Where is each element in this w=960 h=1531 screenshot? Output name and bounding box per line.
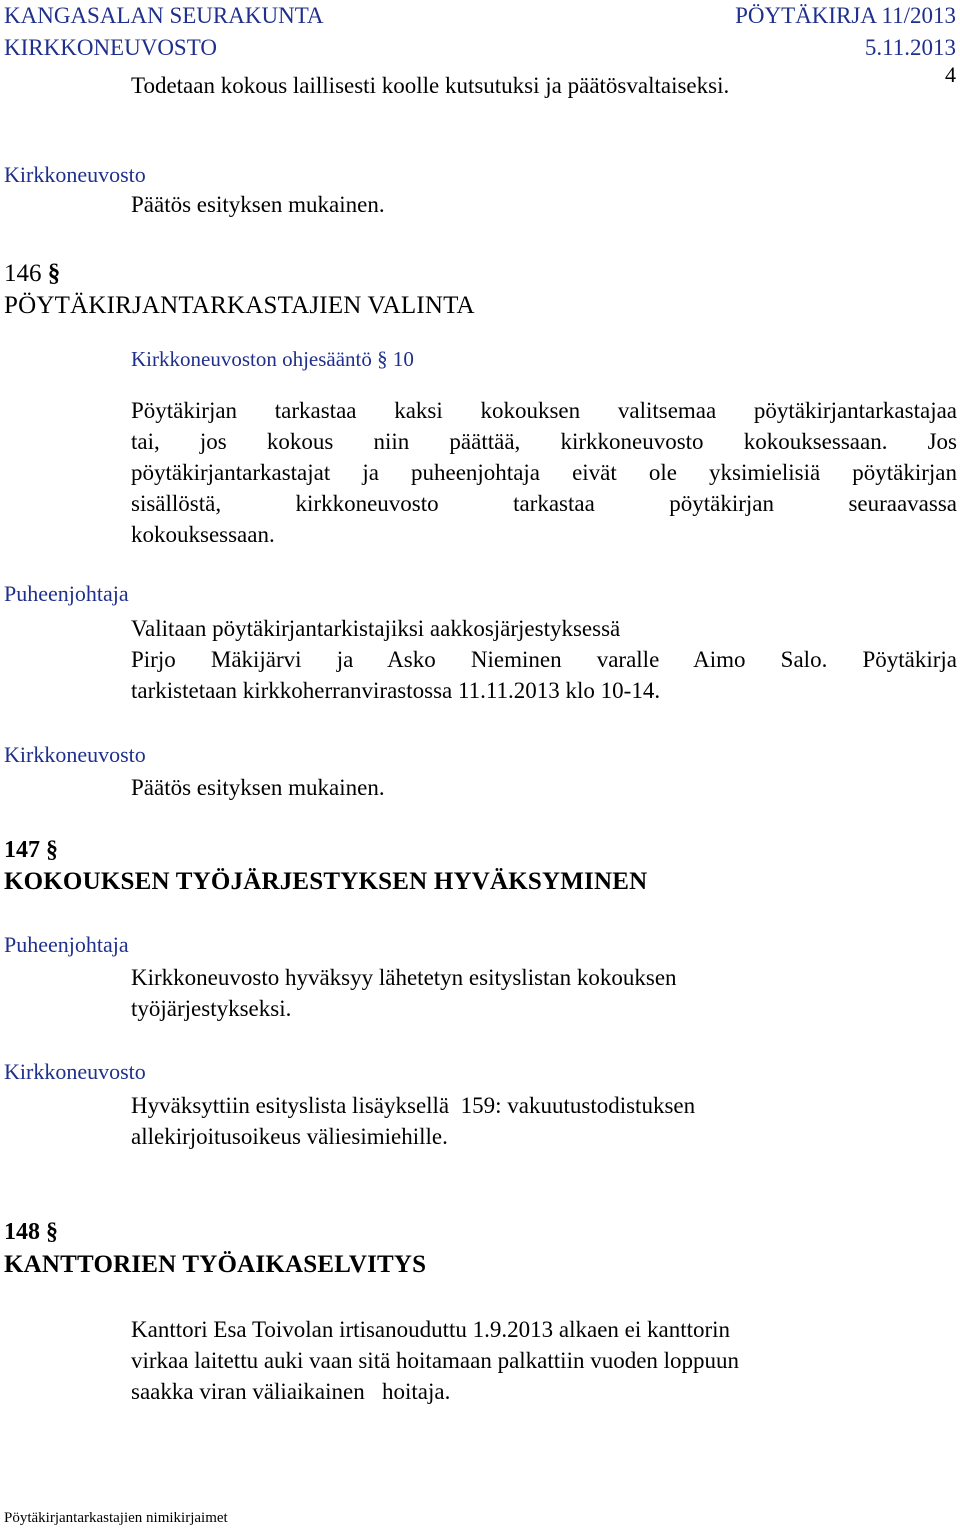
proposal-line: Pirjo Mäkijärvi ja Asko Nieminen varalle Aimo Salo. Pöytäkirja [131, 647, 957, 672]
proposal-label: Puheenjohtaja [4, 581, 129, 606]
body-line: pöytäkirjantarkastajat ja puheenjohtaja eivät ole yksimielisiä pöytäkirjan [131, 460, 957, 485]
section-146-title: PÖYTÄKIRJANTARKASTAJIEN VALINTA [4, 292, 475, 319]
decision-line: Hyväksyttiin esityslista lisäyksellä 159: vakuutustodistuksen [131, 1093, 696, 1118]
section-number: 146 [4, 260, 42, 287]
section-146-reference: Kirkkoneuvoston ohjesääntö § 10 [131, 347, 414, 371]
document-title: PÖYTÄKIRJA 11/2013 [735, 3, 956, 28]
page-number: 4 [945, 62, 956, 87]
body-line: virkaa laitettu auki vaan sitä hoitamaan palkattiin vuoden loppuun [131, 1348, 740, 1373]
organization-name: KANGASALAN SEURAKUNTA [4, 3, 324, 28]
body-name: KIRKKONEUVOSTO [4, 35, 217, 60]
decision-label: Kirkkoneuvosto [4, 162, 146, 187]
decision-text: Päätös esityksen mukainen. [131, 192, 385, 217]
section-147-proposal [131, 962, 957, 1024]
body-line: Kanttori Esa Toivolan irtisanouduttu 1.9.2013 alkaen ei kanttorin [131, 1317, 731, 1342]
proposal-line: työjärjestykseksi. [131, 996, 292, 1021]
proposal-line: Valitaan pöytäkirjantarkistajiksi aakkosjärjestyksessä [131, 616, 621, 641]
body-line: sisällöstä, kirkkoneuvosto tarkastaa pöytäkirjan seuraavassa [131, 491, 957, 516]
meeting-date: 5.11.2013 [864, 35, 956, 60]
section-sign: § [46, 837, 58, 863]
footer-initials-label: Pöytäkirjantarkastajien nimikirjaimet [4, 1510, 228, 1526]
proposal-label: Puheenjohtaja [4, 932, 129, 957]
section-148-title: KANTTORIEN TYÖAIKASELVITYS [4, 1251, 427, 1278]
intro-text: Todetaan kokous laillisesti koolle kutsutuksi ja päätösvaltaiseksi. [131, 73, 730, 98]
body-line: saakka viran väliaikainen hoitaja. [131, 1379, 451, 1404]
proposal-line: tarkistetaan kirkkoherranvirastossa 11.11.2013 klo 10-14. [131, 678, 661, 703]
decision-text: Päätös esityksen mukainen. [131, 775, 385, 800]
section-148-body [131, 1314, 957, 1407]
proposal-line: Kirkkoneuvosto hyväksyy lähetetyn esityslistan kokouksen [131, 965, 677, 990]
section-146-proposal [131, 613, 957, 706]
section-sign: § [46, 1219, 58, 1245]
section-147-title: KOKOUKSEN TYÖJÄRJESTYKSEN HYVÄKSYMINEN [4, 868, 648, 895]
body-line: kokouksessaan. [131, 522, 275, 547]
section-147-decision [131, 1090, 957, 1152]
section-number: 147 [4, 837, 40, 863]
section-146-body [131, 395, 957, 550]
body-line: tai, jos kokous niin päättää, kirkkoneuvosto kokouksessaan. Jos [131, 429, 957, 454]
section-148-number [4, 1217, 58, 1248]
section-147-number [4, 835, 58, 866]
section-number: 148 [4, 1219, 40, 1245]
body-line: Pöytäkirjan tarkastaa kaksi kokouksen valitsemaa pöytäkirjantarkastajaa [131, 398, 957, 423]
section-146-number [4, 258, 60, 289]
decision-label: Kirkkoneuvosto [4, 1059, 146, 1084]
decision-label: Kirkkoneuvosto [4, 742, 146, 767]
section-sign: § [47, 260, 61, 287]
decision-line: allekirjoitusoikeus väliesimiehille. [131, 1124, 448, 1149]
